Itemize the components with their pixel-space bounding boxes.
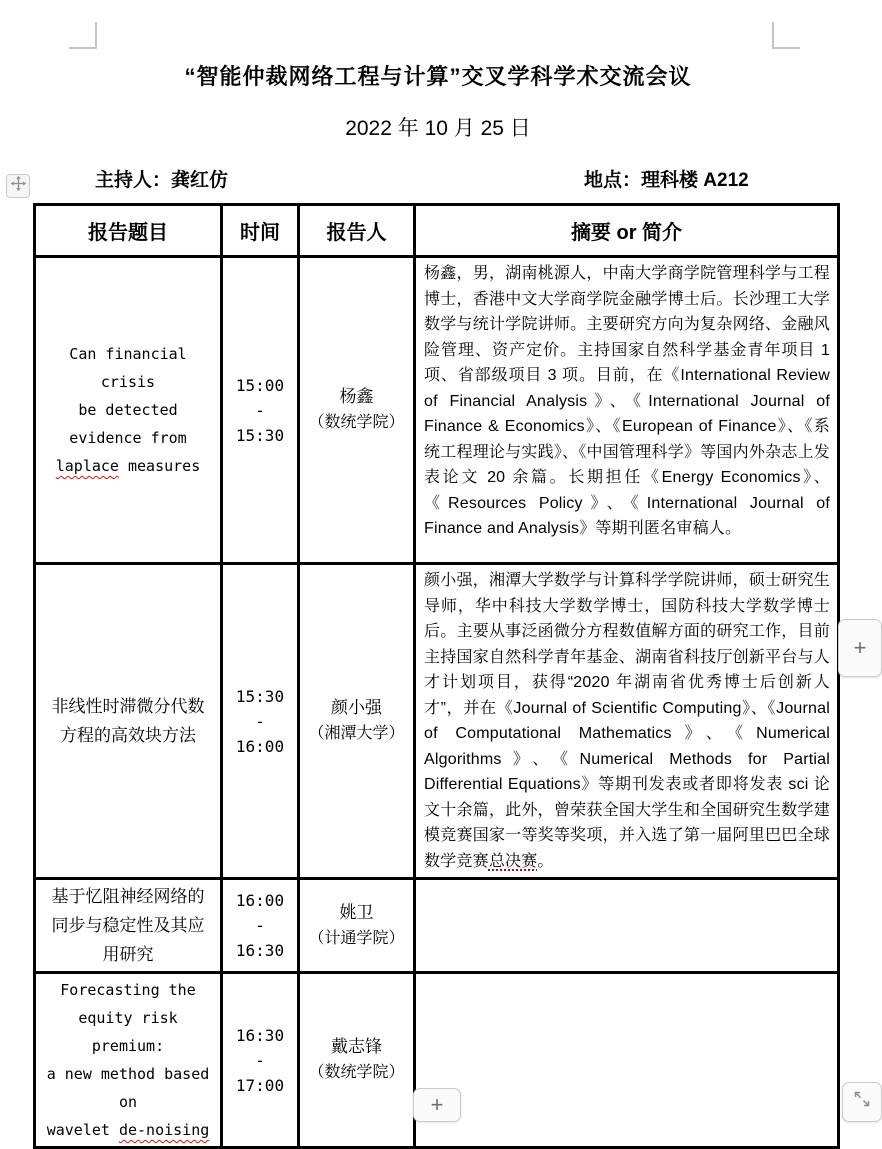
time-end: 16:00 [235, 736, 285, 756]
abstract-cell[interactable] [415, 564, 839, 879]
conference-title[interactable]: “智能仲裁网络工程与计算”交叉学科学术交流会议 [184, 64, 692, 89]
header-time[interactable]: 时间 [222, 205, 299, 257]
talk-title-line: evidence from [69, 429, 187, 447]
talk-title-line: 非线性时滞微分代数 [51, 697, 205, 716]
talk-title-line: equity risk premium: [78, 1009, 178, 1055]
talk-title-cell[interactable] [35, 973, 222, 1148]
table-header-row [35, 205, 839, 257]
misspelled-word: de-noising [118, 1121, 210, 1139]
time-start: 15:30 [235, 686, 285, 706]
speaker-cell[interactable] [299, 973, 415, 1148]
header-abstract[interactable]: 摘要 or 简介 [415, 205, 839, 257]
time-dash: - [255, 400, 265, 420]
time-dash: - [255, 1050, 265, 1070]
talk-title-line: Can financial crisis [69, 345, 187, 391]
time-dash: - [255, 916, 265, 935]
abstract-text: 杨鑫，男，湖南桃源人，中南大学商学院管理科学与工程博士，香港中文大学商学院金融学博士后。长沙理工大学数学与统计学院讲师。主要研究方向为复杂网络、金融风险管理、资产定价。主持国家自然科学基金青年项目 1 项、省部级项目 3 项。目前，在《International Review of Financial Analysis》、《International Journal of Finance & Economics》、《European of Finance》、《系统工程理论与实践》、《中国管理科学》等国内外杂志上发表论文 20 余篇。长期担任《Energy Economics》、《Resources Policy》、《International Journal of Finance and Analysis》等期刊匿名审稿人。 [424, 265, 830, 537]
talk-title-cell[interactable] [35, 879, 222, 973]
talk-title-line [42, 1116, 214, 1144]
schedule-table [33, 203, 840, 1149]
conference-date[interactable]: 2022 年 10 月 25 日 [345, 117, 531, 140]
misspelled-word: laplace [55, 457, 119, 475]
speaker-affiliation: （湘潭大学） [308, 725, 405, 742]
time-start: 15:00 [235, 375, 285, 395]
table-move-handle[interactable] [6, 174, 30, 198]
insert-column-button[interactable] [838, 619, 882, 677]
speaker-name: 颜小强 [331, 698, 382, 717]
time-end: 16:30 [235, 941, 285, 960]
time-cell[interactable] [222, 257, 299, 564]
table-row [35, 879, 839, 973]
talk-title-line: 用研究 [102, 945, 154, 964]
time-cell[interactable] [222, 564, 299, 879]
speaker-cell[interactable] [299, 257, 415, 564]
speaker-name: 戴志锋 [331, 1037, 382, 1056]
header-report-title[interactable]: 报告题目 [35, 205, 222, 257]
abstract-cell[interactable] [415, 879, 839, 973]
talk-title-line: Forecasting the [60, 981, 196, 999]
plus-icon: + [430, 1092, 444, 1117]
plus-icon: + [853, 635, 867, 660]
time-end: 17:00 [235, 1075, 285, 1095]
time-start: 16:30 [235, 1025, 285, 1045]
speaker-cell[interactable] [299, 879, 415, 973]
time-cell[interactable] [222, 879, 299, 973]
time-end: 15:30 [235, 425, 285, 445]
speaker-affiliation: （数统学院） [308, 1064, 405, 1081]
speaker-affiliation: （计通学院） [308, 929, 405, 947]
abstract-text: 。 [537, 852, 554, 870]
speaker-name: 姚卫 [339, 902, 374, 922]
location-label[interactable]: 地点：理科楼 A212 [584, 170, 749, 191]
talk-title-line [42, 452, 214, 480]
talk-title-cell[interactable] [35, 257, 222, 564]
time-start: 16:00 [235, 891, 285, 910]
speaker-affiliation: （数统学院） [308, 414, 405, 431]
page-margin-crop-mark-top-right [772, 22, 800, 49]
speaker-cell[interactable] [299, 564, 415, 879]
speaker-name: 杨鑫 [339, 387, 374, 406]
abstract-cell[interactable] [415, 973, 839, 1148]
move-cross-icon [10, 175, 27, 197]
table-resize-button[interactable] [842, 1082, 882, 1122]
abstract-text: 颜小强，湘潭大学数学与计算科学学院讲师，硕士研究生导师，华中科技大学数学博士，国防科技大学数学博士后。主要从事泛函微分方程数值解方面的研究工作，目前主持国家自然科学青年基金、湖南省科技厅创新平台与人才计划项目，获得“2020 年湖南省优秀博士后创新人才”，并在《Journal of Scientific Computing》、《Journal of Computational Mathematics》、《Numerical Algorithms》、《Numerical Methods for Partial Differential Equations》等期刊发表或者即将发表 sci 论文十余篇，此外，曾荣获全国大学生和全国研究生数学建模竞赛国家一等奖等奖项，并入选了第一届阿里巴巴全球数学竞赛 [424, 572, 830, 870]
talk-title-cell[interactable] [35, 564, 222, 879]
talk-title-line: 同步与稳定性及其应 [51, 916, 205, 935]
header-speaker[interactable]: 报告人 [299, 205, 415, 257]
table-row [35, 257, 839, 564]
talk-title-text: measures [118, 457, 201, 475]
talk-title-line: be detected [78, 401, 178, 419]
host-label[interactable]: 主持人：龚红仿 [95, 170, 229, 191]
talk-title-line: 方程的高效块方法 [60, 726, 196, 745]
time-dash: - [255, 711, 265, 731]
talk-title-line: 基于忆阻神经网络的 [51, 887, 205, 906]
resize-diagonal-icon [852, 1089, 872, 1115]
insert-row-button[interactable] [413, 1088, 461, 1122]
time-cell[interactable] [222, 973, 299, 1148]
page-margin-crop-mark-top-left [69, 22, 97, 49]
talk-title-text: wavelet [46, 1121, 119, 1139]
talk-title-line: a new method based on [46, 1065, 210, 1111]
abstract-cell[interactable] [415, 257, 839, 564]
grammar-flagged-text: 总决赛 [488, 852, 538, 870]
table-row [35, 564, 839, 879]
